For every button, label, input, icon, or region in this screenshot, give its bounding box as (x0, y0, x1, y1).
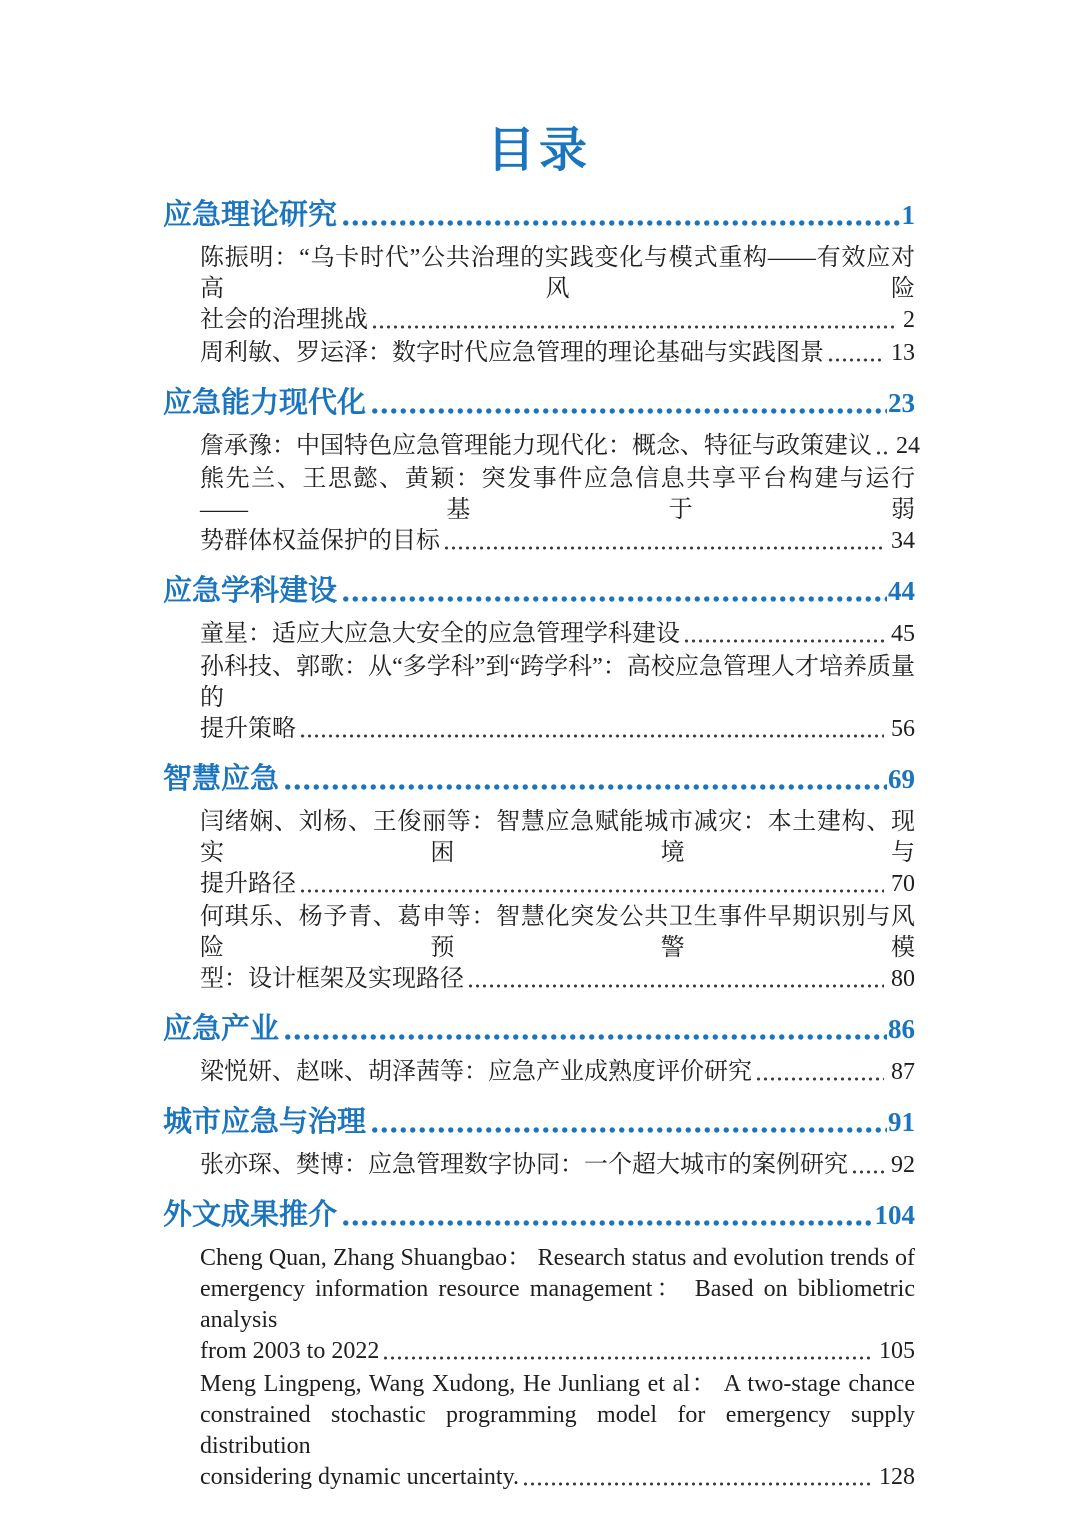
entry-text-line: 提升路径 (200, 871, 296, 897)
entry-page-number: 24 (896, 433, 920, 459)
entry-page-number: 128 (879, 1464, 915, 1490)
section-page-number: 69 (888, 764, 915, 794)
section-label: 应急能力现代化 (163, 387, 367, 419)
entry-last-line (200, 869, 915, 900)
toc-entry[interactable] (200, 464, 915, 557)
dotted-leader (755, 1075, 884, 1083)
toc-section-heading[interactable] (163, 572, 915, 610)
dotted-leader (341, 217, 900, 228)
dotted-leader (370, 1124, 887, 1135)
dotted-leader (875, 449, 889, 457)
entry-text-line: 何琪乐、杨予青、葛申等：智慧化突发公共卫生事件早期识别与风险预警模 (200, 904, 915, 961)
toc-entry[interactable] (200, 619, 915, 650)
section-entries (200, 619, 915, 745)
toc-entry[interactable] (200, 1057, 915, 1088)
entry-text-line: 张亦琛、樊博：应急管理数字协同：一个超大城市的案例研究 (200, 1152, 848, 1178)
dotted-leader (851, 1168, 884, 1176)
toc-section (163, 1103, 915, 1181)
entry-last-line (200, 619, 915, 650)
toc-entry[interactable] (200, 902, 915, 995)
entry-text-line: from 2003 to 2022 (200, 1338, 380, 1364)
dotted-leader (371, 323, 896, 331)
toc-section-heading[interactable] (163, 760, 915, 798)
toc-section-heading[interactable] (163, 1196, 915, 1234)
entry-text-line: Meng Lingpeng, Wang Xudong, He Junliang et al： A two-stage chance (200, 1371, 915, 1397)
entry-page-number: 92 (891, 1152, 915, 1178)
toc-section (163, 1010, 915, 1088)
entry-last-line (200, 431, 920, 462)
toc-section (163, 196, 915, 369)
section-page-number: 1 (901, 200, 915, 230)
entry-last-line (200, 1462, 915, 1493)
dotted-leader (683, 637, 884, 645)
entry-text-line: 孙科技、郭歌：从“多学科”到“跨学科”：高校应急管理人才培养质量的 (200, 654, 915, 711)
entry-last-line (200, 1150, 915, 1181)
dotted-leader (299, 732, 884, 740)
entry-text-line: 周利敏、罗运泽：数字时代应急管理的理论基础与实践图景 (200, 340, 824, 366)
section-page-number: 44 (888, 576, 915, 606)
toc-sections (163, 196, 920, 1493)
entry-last-line (200, 1336, 915, 1367)
toc-section (163, 572, 915, 745)
entry-text-line: 童星：适应大应急大安全的应急管理学科建设 (200, 621, 680, 647)
section-entries (200, 1243, 915, 1493)
entry-page-number: 87 (891, 1059, 915, 1085)
dotted-leader (443, 544, 884, 552)
section-entries (200, 243, 915, 369)
entry-text-line: constrained stochastic programming model for emergency supply distribution (200, 1402, 915, 1459)
entry-page-number: 105 (879, 1338, 915, 1364)
section-label: 智慧应急 (163, 763, 280, 795)
entry-last-line (200, 305, 915, 336)
toc-entry[interactable] (200, 338, 915, 369)
section-label: 应急学科建设 (163, 575, 338, 607)
toc-section-heading[interactable] (163, 1010, 915, 1048)
section-page-number: 91 (888, 1107, 915, 1137)
section-page-number: 86 (888, 1014, 915, 1044)
toc-section-heading[interactable] (163, 196, 915, 234)
toc-section (163, 384, 920, 557)
entry-text-line: 势群体权益保护的目标 (200, 528, 440, 554)
section-page-number: 104 (874, 1200, 915, 1230)
toc-entry[interactable] (200, 243, 915, 336)
section-label: 应急产业 (163, 1013, 280, 1045)
entry-last-line (200, 1057, 915, 1088)
entry-text-line: 闫绪娴、刘杨、王俊丽等：智慧应急赋能城市减灾：本土建构、现实困境与 (200, 809, 915, 866)
dotted-leader (283, 1031, 887, 1042)
entry-page-number: 2 (903, 307, 915, 333)
dotted-leader (283, 781, 887, 792)
entry-page-number: 34 (891, 528, 915, 554)
entry-last-line (200, 714, 915, 745)
section-entries (200, 431, 920, 557)
dotted-leader (522, 1480, 872, 1488)
toc-entry[interactable] (200, 652, 915, 745)
entry-text-line: 型：设计框架及实现路径 (200, 966, 464, 992)
section-entries (200, 1150, 915, 1181)
dotted-leader (382, 1354, 872, 1362)
toc-section-heading[interactable] (163, 384, 915, 422)
entry-text-line: 社会的治理挑战 (200, 307, 368, 333)
toc-entry[interactable] (200, 807, 915, 900)
section-entries (200, 807, 915, 995)
section-entries (200, 1057, 915, 1088)
dotted-leader (341, 593, 887, 604)
entry-page-number: 45 (891, 621, 915, 647)
entry-text-line: Cheng Quan, Zhang Shuangbao： Research status and evolution trends of (200, 1245, 915, 1271)
dotted-leader (827, 356, 884, 364)
toc-entry[interactable] (200, 431, 920, 462)
toc-entry[interactable] (200, 1369, 915, 1493)
section-label: 城市应急与治理 (163, 1106, 367, 1138)
entry-text-line: considering dynamic uncertainty. (200, 1464, 520, 1490)
dotted-leader (299, 887, 884, 895)
section-page-number: 23 (888, 388, 915, 418)
entry-page-number: 80 (891, 966, 915, 992)
dotted-leader (370, 405, 887, 416)
entry-text-line: emergency information resource management： Based on bibliometric analysis (200, 1276, 915, 1333)
entry-text-line: 陈振明：“乌卡时代”公共治理的实践变化与模式重构——有效应对高风险 (200, 245, 915, 302)
entry-last-line (200, 964, 915, 995)
toc-entry[interactable] (200, 1150, 915, 1181)
entry-text-line: 提升策略 (200, 716, 296, 742)
page-title: 目录 (486, 124, 591, 177)
toc-section-heading[interactable] (163, 1103, 915, 1141)
toc-entry[interactable] (200, 1243, 915, 1367)
section-label: 外文成果推介 (163, 1199, 338, 1231)
entry-page-number: 13 (891, 340, 915, 366)
entry-last-line (200, 526, 915, 557)
entry-last-line (200, 338, 915, 369)
section-label: 应急理论研究 (163, 199, 338, 231)
entry-page-number: 70 (891, 871, 915, 897)
entry-page-number: 56 (891, 716, 915, 742)
dotted-leader (341, 1217, 873, 1228)
toc-section (163, 760, 915, 995)
entry-text-line: 詹承豫：中国特色应急管理能力现代化：概念、特征与政策建议 (200, 433, 872, 459)
dotted-leader (467, 982, 884, 990)
entry-text-line: 梁悦妍、赵咪、胡泽茜等：应急产业成熟度评价研究 (200, 1059, 752, 1085)
toc-section (163, 1196, 915, 1493)
entry-text-line: 熊先兰、王思懿、黄颖：突发事件应急信息共享平台构建与运行——基于弱 (200, 466, 915, 523)
